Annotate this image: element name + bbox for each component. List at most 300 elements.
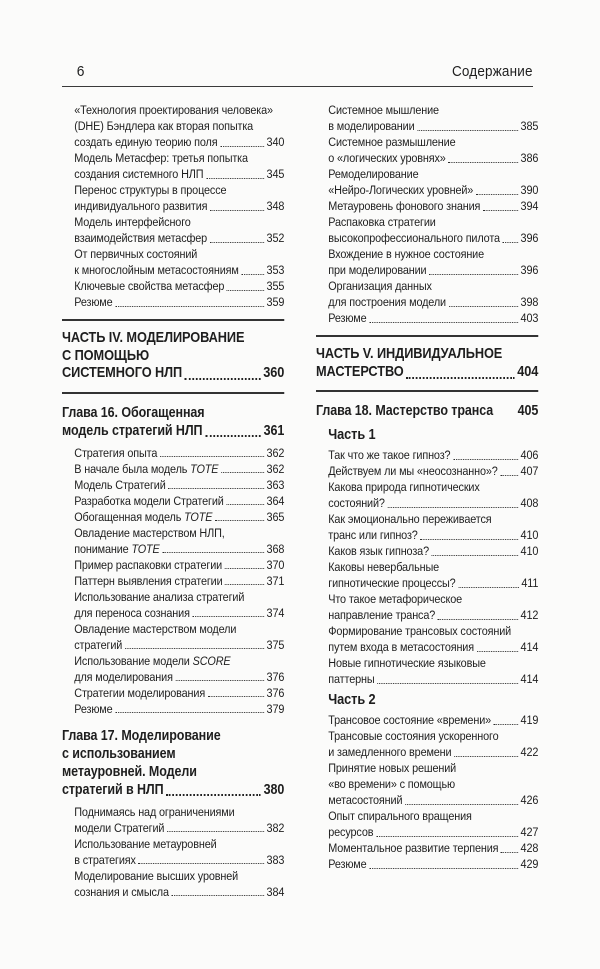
toc-line	[62, 330, 284, 348]
toc-line	[328, 495, 538, 511]
toc-line	[74, 246, 284, 262]
toc-line	[328, 792, 538, 808]
toc-line-text: Обогащенная модель TOTE	[74, 509, 213, 524]
dot-leader	[483, 209, 518, 211]
toc-line	[74, 820, 284, 836]
toc-line-text: «Нейро-Логических уровней»	[328, 183, 474, 197]
toc-line	[74, 868, 284, 884]
toc-line	[74, 262, 284, 278]
toc-line-text: Поднимаясь над ограничениями	[74, 804, 235, 819]
toc-page-ref: 419	[520, 713, 539, 727]
toc-line	[328, 134, 538, 150]
toc-page-ref: 345	[266, 167, 285, 181]
toc-page-ref: 396	[520, 263, 539, 277]
toc-page-ref: 394	[520, 199, 539, 213]
toc-line-text: Стратегия опыта	[74, 445, 158, 460]
dot-leader	[225, 583, 264, 585]
toc-entry	[316, 840, 538, 856]
dot-leader	[168, 487, 264, 489]
toc-entry	[316, 463, 538, 479]
toc-entry	[316, 479, 538, 511]
toc-line-text: модели Стратегий	[74, 820, 165, 835]
toc-line	[316, 346, 538, 364]
toc-line	[328, 150, 538, 166]
toc-line	[328, 118, 538, 134]
toc-line	[74, 445, 284, 461]
toc-entry	[316, 543, 538, 559]
toc-line-text: создать единую теорию поля	[74, 135, 218, 149]
toc-line-text: Овладение мастерством НЛП,	[74, 525, 225, 540]
toc-column-right	[316, 102, 538, 872]
toc-line	[328, 712, 538, 728]
dot-leader	[192, 615, 263, 617]
toc-line-text: понимание TOTE	[74, 541, 160, 556]
toc-line-text: создания системного НЛП	[74, 167, 204, 181]
part-heading	[316, 346, 538, 381]
toc-line-text: для моделирования	[74, 669, 173, 684]
toc-line	[74, 214, 284, 230]
toc-line-text: Модель Метасфер: третья попытка	[74, 151, 248, 165]
dot-leader	[167, 830, 264, 832]
toc-entry	[62, 701, 284, 717]
toc-page-ref: 429	[520, 857, 539, 871]
dot-leader	[166, 793, 261, 796]
toc-line-text: для переноса сознания	[74, 605, 190, 620]
toc-page-ref: 359	[266, 295, 285, 309]
toc-line-text: путем входа в метасостояния	[328, 640, 474, 654]
toc-page-ref: 371	[266, 573, 285, 588]
toc-line-text: состояний?	[328, 496, 385, 510]
toc-line-text: СИСТЕМНОГО НЛП	[62, 365, 183, 381]
toc-line-text: Глава 17. Моделирование	[62, 727, 221, 744]
toc-line	[316, 402, 538, 420]
toc-line	[328, 527, 538, 543]
toc-entry	[62, 653, 284, 685]
toc-line-text: Глава 18. Мастерство транса	[316, 403, 494, 419]
toc-line-text: Резюме	[328, 311, 367, 325]
toc-line	[74, 294, 284, 310]
toc-line-text: Так что же такое гипноз?	[328, 448, 451, 462]
toc-entry	[62, 150, 284, 182]
toc-line	[62, 727, 284, 745]
toc-line-text: в моделировании	[328, 119, 415, 133]
dot-leader	[438, 618, 518, 620]
toc-line	[328, 744, 538, 760]
toc-line-text: высокопрофессионального пилота	[328, 231, 500, 245]
toc-page-ref: 414	[520, 672, 539, 686]
toc-line-text: сознания и смысла	[74, 884, 169, 899]
toc-page-ref: 412	[520, 608, 539, 622]
dot-leader	[369, 321, 518, 323]
toc-line-text: в стратегиях	[74, 852, 136, 867]
toc-line-text: Какова природа гипнотических	[328, 480, 480, 494]
toc-entry	[62, 477, 284, 493]
dot-leader	[420, 538, 518, 540]
dot-leader	[476, 193, 518, 195]
toc-entry	[62, 214, 284, 246]
toc-line	[74, 166, 284, 182]
toc-line	[328, 559, 538, 575]
toc-line-text: метасостояний	[328, 793, 403, 807]
toc-page-ref: 340	[266, 135, 285, 149]
part-subheading-label: Часть 2	[328, 692, 376, 708]
toc-entry	[316, 808, 538, 840]
toc-line-text: Формирование трансовых состояний	[328, 624, 512, 638]
toc-page-ref: 406	[520, 448, 539, 462]
dot-leader	[448, 161, 518, 163]
toc-page-ref: 385	[520, 119, 539, 133]
toc-page-ref: 410	[520, 528, 539, 542]
dot-leader	[458, 586, 519, 588]
toc-line-text: Перенос структуры в процессе	[74, 183, 227, 197]
toc-line	[328, 102, 538, 118]
toc-line-text: Как эмоционально переживается	[328, 512, 492, 526]
toc-entry	[62, 589, 284, 621]
toc-line-text: От первичных состояний	[74, 247, 198, 261]
toc-line-text: Овладение мастерством модели	[74, 621, 237, 636]
toc-line	[328, 856, 538, 872]
toc-entry	[316, 511, 538, 543]
toc-line	[62, 781, 284, 799]
toc-line-text: В начале была модель TOTE	[74, 461, 219, 476]
toc-page-ref: 370	[266, 557, 285, 572]
toc-line	[74, 852, 284, 868]
toc-line-text: о «логических уровнях»	[328, 151, 446, 165]
toc-page-ref: 428	[520, 841, 539, 855]
toc-page-ref: 404	[517, 363, 539, 380]
toc-line-text: МАСТЕРСТВО	[316, 363, 404, 380]
section-divider	[316, 390, 538, 392]
section-divider	[62, 392, 284, 394]
section-divider	[62, 319, 284, 321]
toc-line-text: Системное размышление	[328, 135, 456, 149]
toc-line-text: Действуем ли мы «неосознанно»?	[328, 464, 498, 478]
dot-leader	[205, 434, 261, 437]
toc-line-text: Модель интерфейсного	[74, 215, 191, 229]
dot-leader	[417, 129, 518, 131]
toc-page-ref: 364	[266, 493, 285, 508]
chapter-heading	[316, 402, 538, 420]
toc-line	[74, 230, 284, 246]
toc-line	[62, 422, 284, 440]
toc-entry	[62, 573, 284, 589]
toc-line-text: с использованием	[62, 745, 176, 762]
toc-line-text: направление транса?	[328, 608, 436, 622]
dot-leader	[503, 241, 518, 243]
toc-page-ref: 382	[266, 820, 285, 835]
toc-entry	[316, 728, 538, 760]
toc-line-text: индивидуального развития	[74, 199, 208, 213]
toc-line	[328, 479, 538, 495]
part-subheading	[316, 425, 538, 445]
page-header	[62, 63, 533, 80]
toc-line-text: транс или гипноз?	[328, 528, 418, 542]
toc-line	[74, 669, 284, 685]
toc-line-text: Стратегии моделирования	[74, 685, 206, 700]
toc-entry	[62, 246, 284, 278]
dot-leader	[226, 503, 264, 505]
toc-line-text: стратегий в НЛП	[62, 781, 164, 798]
dot-leader	[206, 177, 264, 179]
toc-line-text: Организация данных	[328, 279, 432, 293]
toc-line-text: Ремоделирование	[328, 167, 419, 181]
toc-line-text: Принятие новых решений	[328, 761, 457, 775]
toc-line-text: «Технология проектирования человека»	[74, 103, 273, 117]
toc-line	[328, 808, 538, 824]
toc-line-text: для построения модели	[328, 295, 446, 309]
toc-line-text: Пример распаковки стратегии	[74, 557, 223, 572]
toc-line-text: ЧАСТЬ IV. МОДЕЛИРОВАНИЕ	[62, 330, 245, 346]
toc-line	[74, 605, 284, 621]
toc-page-ref: 390	[520, 183, 539, 197]
toc-line	[316, 364, 538, 382]
toc-entry	[316, 559, 538, 591]
dot-leader	[376, 835, 518, 837]
toc-page-ref: 411	[521, 576, 539, 590]
toc-page-ref: 407	[520, 464, 539, 478]
toc-page-ref: 352	[266, 231, 285, 245]
toc-page-ref: 422	[520, 745, 539, 759]
toc-line-text: модель стратегий НЛП	[62, 422, 203, 439]
toc-line	[74, 557, 284, 573]
toc-line-text: стратегий	[74, 637, 123, 652]
toc-page-ref: 376	[266, 685, 285, 700]
dot-leader	[429, 273, 518, 275]
toc-line	[328, 214, 538, 230]
toc-page-ref: 355	[266, 279, 285, 293]
toc-line	[74, 589, 284, 605]
toc-line	[328, 310, 538, 326]
toc-page-ref: 403	[520, 311, 539, 325]
toc-entry	[62, 102, 284, 150]
dot-leader	[221, 471, 264, 473]
dot-leader	[138, 862, 263, 864]
dot-leader	[227, 289, 264, 291]
toc-line	[328, 840, 538, 856]
toc-line	[62, 763, 284, 781]
toc-entry	[62, 294, 284, 310]
dot-leader	[454, 755, 518, 757]
toc-line-text: «во времени» с помощью	[328, 777, 455, 791]
toc-page-ref: 396	[520, 231, 539, 245]
toc-columns	[0, 102, 600, 969]
toc-line	[74, 118, 284, 134]
toc-line	[74, 477, 284, 493]
toc-line	[328, 575, 538, 591]
toc-page-ref: 410	[520, 544, 539, 558]
toc-entry	[316, 214, 538, 246]
toc-page-ref: 408	[520, 496, 539, 510]
toc-line	[328, 671, 538, 687]
dot-leader	[172, 894, 264, 896]
dot-leader	[501, 851, 518, 853]
toc-entry	[316, 166, 538, 198]
part-heading	[62, 330, 284, 383]
toc-line	[74, 836, 284, 852]
toc-entry	[62, 557, 284, 573]
dot-leader	[160, 455, 264, 457]
toc-line	[74, 134, 284, 150]
toc-entry	[316, 310, 538, 326]
dot-leader	[175, 679, 263, 681]
toc-line-text: Трансовые состояния ускоренного	[328, 729, 499, 743]
dot-leader	[215, 519, 264, 521]
dot-leader	[406, 376, 514, 379]
toc-line-text: Системное мышление	[328, 103, 439, 117]
toc-page-ref: 362	[266, 445, 285, 460]
toc-entry	[316, 591, 538, 623]
toc-entry	[316, 278, 538, 310]
dot-leader	[405, 803, 518, 805]
toc-line-text: Трансовое состояние «времени»	[328, 713, 492, 727]
dot-leader	[225, 567, 264, 569]
section-divider	[316, 335, 538, 337]
toc-line-text: Каков язык гипноза?	[328, 544, 429, 558]
toc-line	[328, 607, 538, 623]
toc-line	[328, 230, 538, 246]
chapter-heading	[62, 727, 284, 799]
dot-leader	[208, 695, 264, 697]
toc-line-text: Использование метауровней	[74, 836, 217, 851]
toc-entry	[316, 856, 538, 872]
toc-page-ref: 414	[520, 640, 539, 654]
toc-line-text: взаимодействия метасфер	[74, 231, 208, 245]
toc-line-text: при моделировании	[328, 263, 427, 277]
dot-leader	[377, 682, 518, 684]
toc-line-text: Моделирование высших уровней	[74, 868, 239, 883]
toc-line	[328, 639, 538, 655]
toc-page-ref: 348	[266, 199, 285, 213]
dot-leader	[387, 506, 517, 508]
dot-leader	[210, 209, 264, 211]
toc-line	[74, 278, 284, 294]
toc-line	[328, 655, 538, 671]
toc-entry	[62, 509, 284, 525]
toc-line-text: ЧАСТЬ V. ИНДИВИДУАЛЬНОЕ	[316, 346, 503, 362]
dot-leader	[220, 145, 264, 147]
toc-line	[328, 591, 538, 607]
dot-leader	[115, 711, 264, 713]
part-subheading-label: Часть 1	[328, 427, 376, 443]
toc-entry	[62, 461, 284, 477]
toc-line	[62, 365, 284, 383]
toc-line-text: Новые гипнотические языковые	[328, 656, 486, 670]
toc-line	[74, 804, 284, 820]
dot-leader	[477, 650, 518, 652]
toc-line	[328, 776, 538, 792]
toc-line	[328, 623, 538, 639]
toc-line-text: метауровней. Модели	[62, 763, 197, 780]
toc-line	[74, 493, 284, 509]
toc-line-text: Каковы невербальные	[328, 560, 440, 574]
toc-line	[74, 653, 284, 669]
toc-line-text: паттерны	[328, 672, 375, 686]
toc-line	[62, 404, 284, 422]
toc-line	[328, 262, 538, 278]
toc-line-text: Резюме	[328, 857, 367, 871]
toc-line	[328, 294, 538, 310]
toc-line	[74, 884, 284, 900]
toc-page-ref: 383	[266, 852, 285, 867]
toc-entry	[62, 868, 284, 900]
toc-line	[328, 246, 538, 262]
toc-line	[62, 745, 284, 763]
toc-line	[74, 701, 284, 717]
chapter-heading	[62, 404, 284, 440]
toc-line	[74, 150, 284, 166]
toc-line-text: Вхождение в нужное состояние	[328, 247, 485, 261]
page-number: 6	[76, 63, 85, 80]
toc-page-ref: 427	[520, 825, 539, 839]
toc-line	[74, 102, 284, 118]
toc-line-text: Использование анализа стратегий	[74, 589, 245, 604]
toc-page-ref: 361	[263, 422, 285, 439]
toc-line-text: Опыт спирального вращения	[328, 809, 472, 823]
dot-leader	[500, 474, 518, 476]
toc-entry	[316, 623, 538, 655]
toc-line	[328, 182, 538, 198]
toc-entry	[62, 804, 284, 836]
toc-line	[328, 511, 538, 527]
toc-line	[74, 198, 284, 214]
toc-page-ref: 426	[520, 793, 539, 807]
toc-page-ref: 386	[520, 151, 539, 165]
dot-leader	[162, 551, 264, 553]
toc-line	[74, 461, 284, 477]
toc-line	[328, 463, 538, 479]
toc-page-ref: 360	[263, 365, 285, 381]
toc-page-ref: 368	[266, 541, 285, 556]
running-head-title: Содержание	[452, 63, 533, 80]
toc-line	[328, 543, 538, 559]
toc-entry	[62, 621, 284, 653]
toc-line-text: Метауровень фонового знания	[328, 199, 481, 213]
toc-line	[74, 573, 284, 589]
toc-entry	[62, 525, 284, 557]
toc-page-ref: 365	[266, 509, 285, 524]
toc-line-text: (DHE) Бэндлера как вторая попытка	[74, 119, 254, 133]
toc-page-ref: 353	[266, 263, 285, 277]
toc-line	[328, 198, 538, 214]
toc-line	[328, 447, 538, 463]
toc-line	[74, 509, 284, 525]
dot-leader	[241, 273, 264, 275]
toc-page-ref: 384	[266, 884, 285, 899]
toc-line-text: Ключевые свойства метасфер	[74, 279, 225, 293]
toc-line	[74, 685, 284, 701]
toc-entry	[62, 445, 284, 461]
toc-entry	[62, 278, 284, 294]
dot-leader	[125, 647, 264, 649]
dot-leader	[449, 305, 518, 307]
toc-entry	[62, 836, 284, 868]
toc-entry	[62, 685, 284, 701]
toc-page-ref: 363	[266, 477, 285, 492]
toc-page-ref: 398	[520, 295, 539, 309]
toc-line-text: Резюме	[74, 701, 113, 716]
toc-line-text: Резюме	[74, 295, 113, 309]
toc-line	[62, 348, 284, 366]
toc-line	[328, 278, 538, 294]
toc-line-text: Паттерн выявления стратегии	[74, 573, 223, 588]
toc-page-ref: 376	[266, 669, 285, 684]
toc-entry	[316, 447, 538, 463]
toc-line-text: Моментальное развитие терпения	[328, 841, 499, 855]
toc-line	[328, 760, 538, 776]
toc-entry	[316, 198, 538, 214]
toc-entry	[316, 246, 538, 278]
toc-line-text: Распаковка стратегии	[328, 215, 436, 229]
